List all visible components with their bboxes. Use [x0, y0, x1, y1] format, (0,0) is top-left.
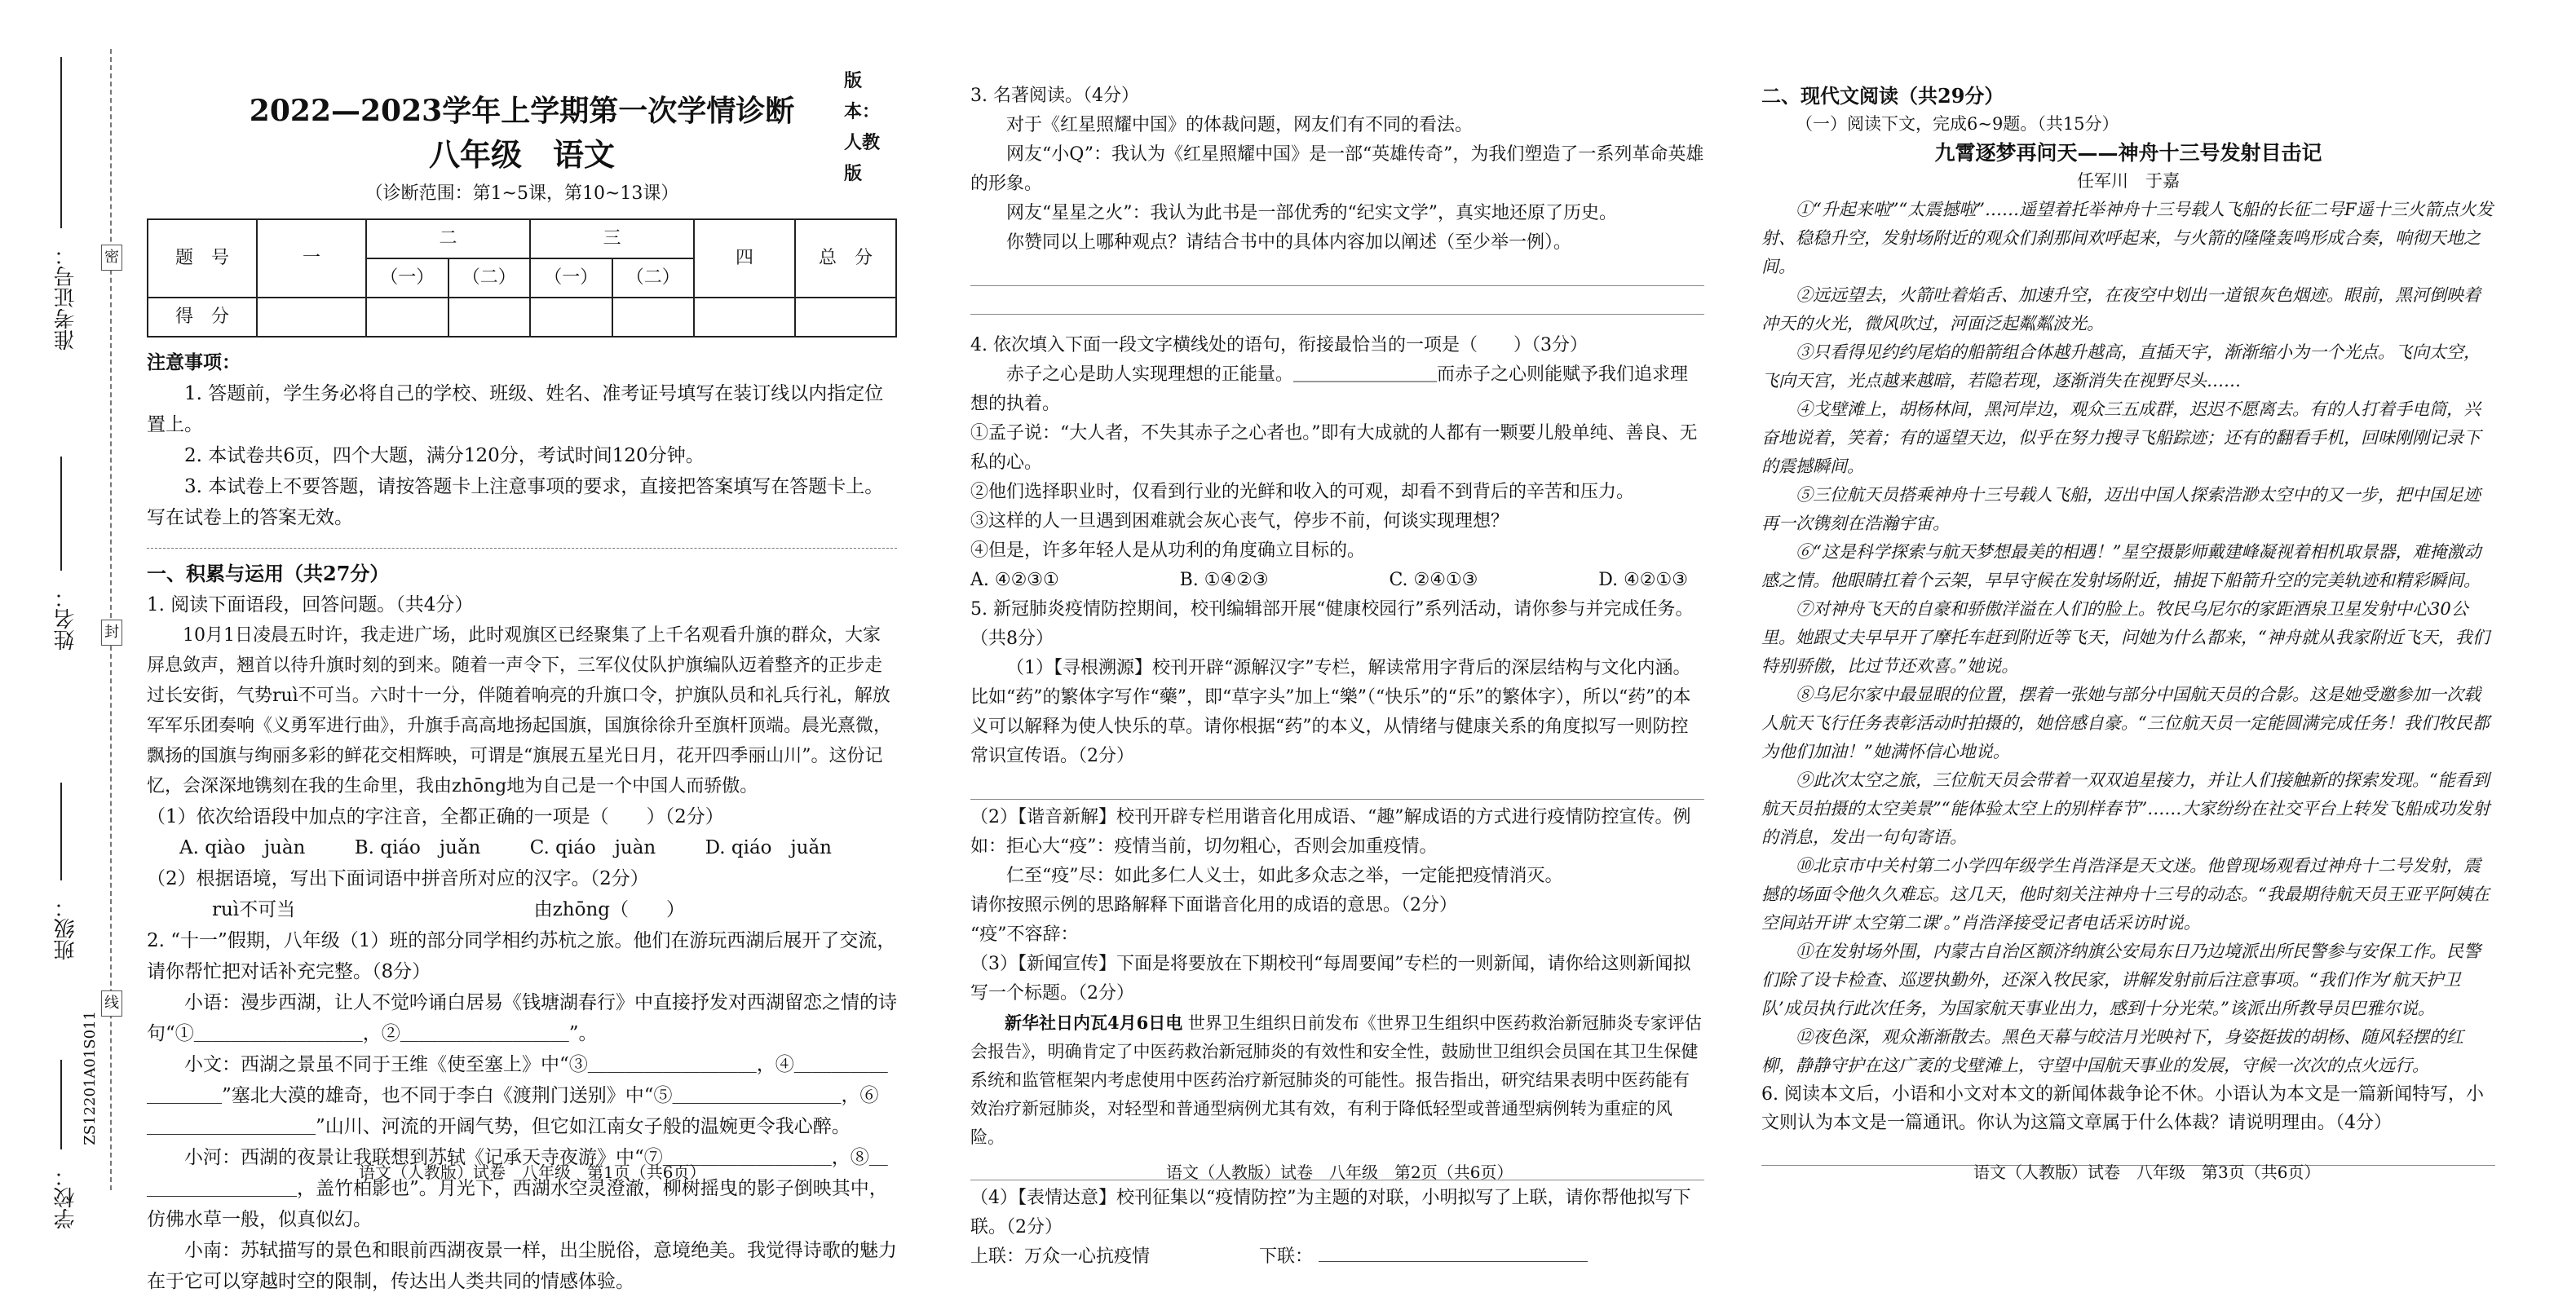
- score-cell[interactable]: [257, 298, 366, 337]
- option-c[interactable]: C. qiáo juàn: [529, 837, 656, 858]
- score-subheader: （一）: [366, 258, 448, 298]
- page-footer: 语文（人教版）试卷 八年级 第3页（共6页）: [1973, 1162, 2321, 1182]
- article-paragraph: ⑦对神舟飞天的自豪和骄傲洋溢在人们的脸上。牧民乌尼尔的家距酒泉卫星发射中心30公里。她跟丈夫早早开了摩托车赶到附近等飞天，问她为什么都来，“神舟就从我家附近飞天，我们特别骄傲，比过节还欢喜。”她说。: [1761, 599, 2490, 676]
- notice-item: 3. 本试卷上不要答题，请按答题卡上注意事项的要求，直接把答案填写在答题卡上。写在试卷上的答案无效。: [147, 476, 884, 528]
- page-footer: 语文（人教版）试卷 八年级 第2页（共6页）: [1166, 1162, 1513, 1182]
- exam-subtitle: 八年级 语文: [428, 136, 615, 173]
- pinyin-word: 由zhōng（ ）: [533, 899, 685, 920]
- score-cell[interactable]: [795, 298, 896, 337]
- answer-line[interactable]: [970, 289, 1704, 315]
- article-paragraph: ②远远望去，火箭吐着焰舌、加速升空，在夜空中划出一道银灰色烟迹。眼前，黑河倒映着冲天的火光，微风吹过，河面泛起粼粼波光。: [1761, 285, 2481, 333]
- article-paragraph: ①“升起来啦”“太震撼啦”……遥望着托举神舟十三号载人飞船的长征二号F遥十三火箭点火发射、稳稳升空，发射场附近的观众们刹那间欢呼起来，与火箭的隆隆轰鸣形成合奏，响彻天地之间。: [1761, 200, 2494, 276]
- score-header: 总 分: [795, 219, 896, 298]
- option-a[interactable]: A. qiào juàn: [179, 837, 306, 858]
- part-heading: （一）阅读下文，完成6~9题。（共15分）: [1796, 114, 2119, 134]
- exam-scope: （诊断范围：第1~5课，第10~13课）: [365, 183, 679, 204]
- notice-item: 2. 本试卷共6页，四个大题，满分120分，考试时间120分钟。: [184, 445, 705, 466]
- q5-2-example: 仁至“疫”尽：如此多仁人义士，如此多众志之举，一定能把疫情消灭。: [1006, 866, 1563, 886]
- news-dateline: 新华社日内瓦4月6日电: [1005, 1012, 1183, 1033]
- article-paragraph: ⑥“这是科学探索与航天梦想最美的相遇！”星空摄影师戴建峰凝视着相机取景器，难掩激动感之情。他眼睛扛着个云架，早早守候在发射场附近，捕捉下船箭升空的完美轨迹和精彩瞬间。: [1761, 542, 2481, 590]
- school-label: 学校：: [54, 1166, 78, 1229]
- question-3: 3. 名著阅读。（4分）: [970, 86, 1139, 106]
- article-paragraph: ③只看得见约约尾焰的船箭组合体越升越高，直插天宇，渐渐缩小为一个光点。飞向太空，飞向天宫，光点越来越暗，若隐若现，逐渐消失在视野尽头……: [1761, 342, 2481, 390]
- passage: 10月1日凌晨五时许，我走进广场，此时观旗区已经聚集了上千名观看升旗的群众，大家屏息敛声，翘首以待升旗时刻的到来。随着一声令下，三军仪仗队护旗编队迈着整齐的正步走过长安街，气势ruì不可当。六时十一分，伴随着响亮的升旗口令，护旗队员和礼兵行礼，解放军军乐团奏响《义勇军进行曲》，升旗手高高地扬起国旗，国旗徐徐升至旗杆顶端。晨光熹微，飘扬的国旗与绚丽多彩的鲜花交相辉映，可谓是“旗展五星光日月，花开四季丽山川”。这份记忆，会深深地镌刻在我的生命里，我由zhōng地为自己是一个中国人而骄傲。: [147, 625, 892, 796]
- question-5: 5. 新冠肺炎疫情防控期间，校刊编辑部开展“健康校园行”系列活动，请你参与并完成任务。（共8分）: [970, 599, 1694, 649]
- dialogue-line: 小文：西湖之景虽不同于王维《使至塞上》中“③＿＿＿＿＿＿＿＿＿，④＿＿＿＿＿＿＿＿＿”塞北大漠的雄奇，也不同于李白《渡荆门送别》中“⑤＿＿＿＿＿＿＿＿＿，⑥＿＿＿＿＿＿＿＿＿”山川、河流的开阔气势，但它如江南女子般的温婉更令我心醉。: [147, 1054, 888, 1137]
- q4-passage: 赤子之心是助人实现理想的正能量。＿＿＿＿＿＿＿＿而赤子之心则能赋予我们追求理想的执着。: [970, 364, 1689, 414]
- article-paragraph: ④戈壁滩上，胡杨林间，黑河岸边，观众三五成群，迟迟不愿离去。有的人打着手电筒，兴奋地说着，笑着；有的遥望天边，似乎在努力搜寻飞船踪迹；还有的翻看手机，回味刚刚记录下的震撼瞬间。: [1761, 399, 2481, 476]
- score-cell[interactable]: [366, 298, 448, 337]
- school-field[interactable]: [60, 1060, 62, 1149]
- question-1-2: （2）根据语境，写出下面词语中拼音所对应的汉字。（2分）: [147, 868, 649, 889]
- class-label: 班级：: [54, 897, 78, 960]
- q4-item: ③这样的人一旦遇到困难就会灰心丧气，停步不前，何谈实现理想？: [970, 511, 1509, 532]
- q5-1: （1）【寻根溯源】校刊开辟“源解汉字”专栏，解读常用字背后的深层结构与文化内涵。比如“药”的繁体字写作“藥”，即“草字头”加上“樂”（“快乐”的“乐”的繁体字），所以“药”的本义可以解释为使人快乐的草。请你根据“药”的本义，从情绪与健康关系的角度拟写一则防控常识宣传语。（2分）: [970, 658, 1691, 766]
- article-title: 九霄逐梦再问天——神舟十三号发射目击记: [1934, 141, 2322, 165]
- dialogue-line: 小语：漫步西湖，让人不觉吟诵白居易《钱塘湖春行》中直接抒发对西湖留恋之情的诗句“①＿＿＿＿＿＿＿＿＿，②＿＿＿＿＿＿＿＿＿”。: [147, 992, 897, 1044]
- score-cell[interactable]: [448, 298, 531, 337]
- article-paragraph: ⑤三位航天员搭乘神舟十三号载人飞船，迈出中国人探索浩渺太空中的又一步，把中国足迹再一次镌刻在浩瀚宇宙。: [1761, 485, 2481, 533]
- option-b[interactable]: B. qiáo juǎn: [354, 837, 481, 858]
- name-field[interactable]: [60, 457, 62, 571]
- seal-mark: 封: [101, 620, 122, 646]
- article-paragraph: ⑩北京市中关村第二小学四年级学生肖浩泽是天文迷。他曾现场观看过神舟十二号发射，震撼的场面令他久久难忘。这几天，他时刻关注神舟十三号的动态。“我最期待航天员王亚平阿姨在空间站开讲‘太空第二课’。”肖浩泽接受记者电话采访时说。: [1761, 856, 2490, 933]
- name-label: 姓名：: [54, 587, 78, 651]
- question-1: 1. 阅读下面语段，回答问题。（共4分）: [147, 594, 474, 615]
- couplet-lower-field[interactable]: [1319, 1261, 1588, 1262]
- q5-3: （3）【新闻宣传】下面是将要放在下期校刊“每周要闻”专栏的一则新闻，请你给这则新闻拟写一个标题。（2分）: [970, 954, 1691, 1004]
- couplet-lower-label: 下联：: [1259, 1246, 1314, 1267]
- article-paragraph: ⑨此次太空之旅，三位航天员会带着一双双追星接力，并让人们接触新的探索发现。“能看到航天员拍摄的太空美景”“能体验太空上的别样春节”……大家纷纷在社交平台上转发飞船成功发射的消息，发出一句句寄语。: [1761, 770, 2490, 847]
- dialogue-line: 小河：西湖的夜景让我联想到苏轼《记承天寺夜游》中“⑦＿＿＿＿＿＿＿＿＿，⑧＿＿＿＿＿＿＿＿＿，盖竹柏影也”。月光下，西湖水空灵澄澈，柳树摇曳的影子倒映其中，仿佛水草一般，似真似幻。: [147, 1147, 888, 1230]
- q3-ask: 你赞同以上哪种观点？请结合书中的具体内容加以阐述（至少举一例）。: [1006, 232, 1572, 253]
- score-header: 三: [530, 219, 694, 258]
- class-field[interactable]: [60, 783, 62, 880]
- score-header: 四: [694, 219, 795, 298]
- option-a[interactable]: A. ④②③①: [970, 570, 1059, 590]
- score-header: 题 号: [148, 219, 257, 298]
- notice-title: 注意事项：: [147, 351, 241, 373]
- binding-margin: [0, 0, 130, 1242]
- admission-number-label: 准考证号：: [54, 245, 78, 351]
- q5-4: （4）【表情达意】校刊征集以“疫情防控”为主题的对联，小明拟写了上联，请你帮他拟写下联。（2分）: [970, 1188, 1691, 1237]
- question-6: 6. 阅读本文后，小语和小文对本文的新闻体裁争论不休。小语认为本文是一篇新闻特写，小文则认为本文是一篇通讯。你认为这篇文章属于什么体裁？请说明理由。（4分）: [1761, 1084, 2484, 1133]
- answer-line[interactable]: [970, 774, 1704, 800]
- article-paragraph: ⑪在发射场外围，内蒙古自治区额济纳旗公安局东日乃边境派出所民警参与安保工作。民警们除了设卡检查、巡逻执勤外，还深入牧民家，讲解发射前后注意事项。“我们作为‘航天护卫队’成员执行此次任务，为国家航天事业出力，感到十分光荣。”该派出所教导员巴雅尔说。: [1761, 942, 2481, 1018]
- page-3: [1761, 82, 2495, 1169]
- article-authors: 任军川 于嘉: [2077, 171, 2180, 191]
- q4-item: ④但是，许多年轻人是从功利的角度确立目标的。: [970, 540, 1366, 561]
- q5-2: （2）【谐音新解】校刊开辟专栏用谐音化用成语、“趣”解成语的方式进行疫情防控宣传。例如：拒心大“疫”：疫情当前，切勿粗心，否则会加重疫情。: [970, 807, 1691, 857]
- score-subheader: （二）: [448, 258, 531, 298]
- q4-item: ②他们选择职业时，仅看到行业的光鲜和收入的可观，却看不到背后的辛苦和压力。: [970, 482, 1635, 502]
- question-1-1: （1）依次给语段中加点的字注音，全都正确的一项是（ ）（2分）: [147, 806, 724, 827]
- score-table: [147, 218, 897, 337]
- section-heading: 二、现代文阅读（共29分）: [1761, 84, 2004, 108]
- score-subheader: （一）: [530, 258, 612, 298]
- page-footer: 语文（人教版）试卷 八年级 第1页（共6页）: [359, 1162, 706, 1182]
- q5-2-item: “疫”不容辞：: [970, 924, 1079, 945]
- q3-view-b: 网友“星星之火”：我认为此书是一部优秀的“纪实文学”，真实地还原了历史。: [1006, 203, 1617, 223]
- paper-code: ZS12201A01S011: [82, 1011, 99, 1145]
- option-d[interactable]: D. qiáo juǎn: [705, 837, 832, 858]
- dialogue-line: 小南：苏轼描写的景色和眼前西湖夜景一样，出尘脱俗，意境绝美。我觉得诗歌的魅力在于它可以穿越时空的限制，传达出人类共同的情感体验。: [147, 1240, 897, 1292]
- page-2: [970, 82, 1704, 1272]
- edition-label: 版本：人教版: [844, 70, 881, 184]
- score-subheader: （二）: [612, 258, 695, 298]
- q5-2-ask: 请你按照示例的思路解释下面谐音化用的成语的意思。（2分）: [970, 895, 1457, 915]
- score-header: 二: [366, 219, 530, 258]
- seal-mark: 线: [101, 990, 122, 1017]
- pinyin-word: ruì不可当: [212, 899, 296, 920]
- score-cell[interactable]: [694, 298, 795, 337]
- q4-item: ①孟子说：“大人者，不失其赤子之心者也。”即有大成就的人都有一颗要儿般单纯、善良、无私的心。: [970, 423, 1698, 473]
- score-cell[interactable]: [530, 298, 612, 337]
- couplet-upper: 上联：万众一心抗疫情: [970, 1246, 1151, 1267]
- score-row-label: 得 分: [148, 298, 257, 337]
- answer-line[interactable]: [970, 261, 1704, 286]
- score-cell[interactable]: [612, 298, 695, 337]
- article-paragraph: ⑧乌尼尔家中最显眼的位置，摆着一张她与部分中国航天员的合影。这是她受邀参加一次载人航天飞行任务表彰活动时拍摄的，她倍感自豪。“三位航天员一定能圆满完成任务！我们牧民都为他们加油！”她满怀信心地说。: [1761, 685, 2490, 761]
- q3-intro: 对于《红星照耀中国》的体裁问题，网友们有不同的看法。: [1006, 115, 1474, 135]
- seal-mark: 密: [101, 245, 122, 271]
- article-paragraph: ⑫夜色深，观众渐渐散去。黑色天幕与皎洁月光映衬下，身姿挺拔的胡杨、随风轻摆的红柳，静静守护在这广袤的戈壁滩上，守望中国航天事业的发展，守候一次次的点火远行。: [1761, 1027, 2463, 1075]
- q3-view-a: 网友“小Q”：我认为《红星照耀中国》是一部“英雄传奇”，为我们塑造了一系列革命英雄的形象。: [970, 144, 1704, 194]
- option-d[interactable]: D. ④②①③: [1598, 570, 1688, 590]
- question-4: 4. 依次填入下面一段文字横线处的语句，衔接最恰当的一项是（ ）（3分）: [970, 335, 1588, 355]
- news-body: 世界卫生组织日前发布《世界卫生组织中医药救治新冠肺炎专家评估会报告》，明确肯定了中医药救治新冠肺炎的有效性和安全性，鼓励世卫组织会员国在其卫生保健系统和监管框架内考虑使用中医药治疗新冠肺炎的可能性。报告指出，研究结果表明中医药能有效治疗新冠肺炎，对轻型和普通型病例尤其有效，有利于降低轻型或普通型病例转为重症的风险。: [970, 1013, 1702, 1147]
- option-c[interactable]: C. ②④①③: [1389, 570, 1478, 590]
- notice-item: 1. 答题前，学生务必将自己的学校、班级、姓名、准考证号填写在装订线以内指定位置上。: [147, 383, 884, 435]
- section-heading: 一、积累与运用（共27分）: [147, 562, 390, 585]
- exam-title: 2022—2023学年上学期第一次学情诊断: [249, 94, 795, 128]
- admission-number-field[interactable]: [60, 57, 62, 228]
- page-1: [147, 65, 897, 1297]
- question-2: 2. “十一”假期，八年级（1）班的部分同学相约苏杭之旅。他们在游玩西湖后展开了交流，请你帮忙把对话补充完整。（8分）: [147, 930, 896, 982]
- score-header: 一: [257, 219, 366, 298]
- option-b[interactable]: B. ①④②③: [1179, 570, 1269, 590]
